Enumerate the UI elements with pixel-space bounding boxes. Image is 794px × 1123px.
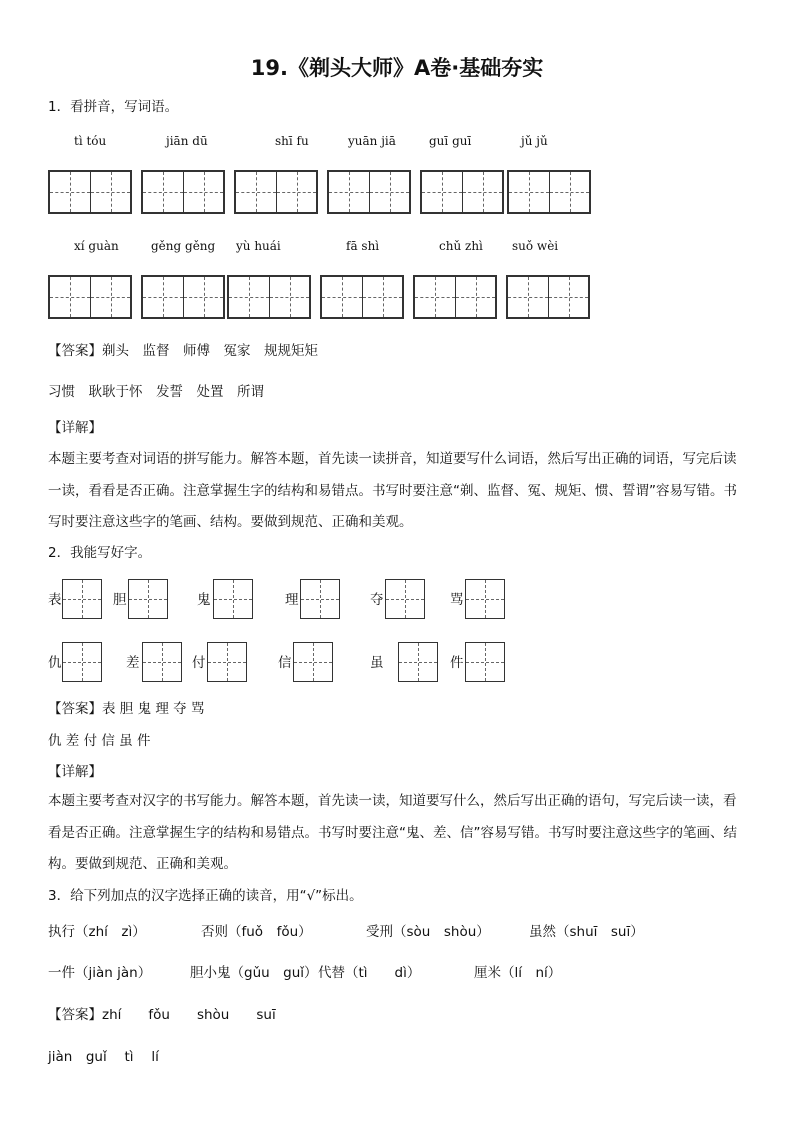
pinyin-label: gěng gěng: [151, 239, 216, 253]
writing-grid[interactable]: [141, 275, 225, 319]
character-label: 信: [278, 655, 292, 671]
writing-box[interactable]: [300, 579, 340, 619]
character-label: 付: [192, 655, 206, 671]
detail-paragraph: 本题主要考查对汉字的书写能力。解答本题，首先读一读，知道要写什么，然后写出正确的语句，写完后读一读，看看是否正确。注意掌握生字的结构和易错点。书写时要注意“鬼、差、信”容易写错。书写时要注意这些字的笔画、结构。要做到规范、正确和美观。: [48, 793, 737, 872]
reading-item: 厘米（lí ní）: [474, 965, 562, 981]
pinyin-label: suǒ wèi: [512, 239, 559, 253]
character-label: 仇: [48, 655, 62, 671]
pinyin-label: jǔ jǔ: [521, 134, 548, 148]
writing-grid[interactable]: [48, 275, 132, 319]
writing-box[interactable]: [128, 579, 168, 619]
pinyin-label: fā shì: [346, 239, 380, 253]
character-label: 差: [126, 655, 140, 671]
writing-box[interactable]: [207, 642, 247, 682]
detail-label: 【详解】: [48, 764, 102, 780]
question-3-stem: 3．给下列加点的汉字选择正确的读音，用“√”标出。: [48, 888, 363, 904]
writing-grid[interactable]: [48, 170, 132, 214]
character-label: 夺: [370, 592, 384, 608]
pinyin-label: jiān dū: [166, 134, 208, 148]
pinyin-label: xí guàn: [74, 239, 119, 253]
question-2-stem: 2．我能写好字。: [48, 545, 152, 561]
reading-item: 受刑（sòu shòu）: [366, 924, 490, 940]
writing-box[interactable]: [465, 579, 505, 619]
character-label: 骂: [450, 592, 464, 608]
answer-line: 习惯 耿耿于怀 发誓 处置 所谓: [48, 384, 264, 400]
detail-label: 【详解】: [48, 420, 102, 436]
character-label: 鬼: [197, 592, 211, 608]
answer-line: 【答案】表 胆 鬼 理 夺 骂: [48, 701, 205, 717]
writing-box[interactable]: [385, 579, 425, 619]
page-title: 19.《剃头大师》A卷·基础夯实: [250, 56, 544, 80]
reading-item: 执行（zhí zì）: [48, 924, 146, 940]
detail-paragraph: 本题主要考查对词语的拼写能力。解答本题，首先读一读拼音，知道要写什么词语，然后写出正确的词语，写完后读一读，看看是否正确。注意掌握生字的结构和易错点。书写时要注意“剃、监督、冤、规矩、惯、誓谓”容易写错。书写时要注意这些字的笔画、结构。要做到规范、正确和美观。: [48, 451, 737, 530]
writing-grid[interactable]: [227, 275, 311, 319]
pinyin-label: chǔ zhì: [439, 239, 483, 253]
writing-box[interactable]: [142, 642, 182, 682]
pinyin-label: tì tóu: [74, 134, 107, 148]
character-label: 虽: [370, 655, 384, 671]
writing-grid[interactable]: [234, 170, 318, 214]
answer-line: 仇 差 付 信 虽 件: [48, 733, 151, 749]
writing-grid[interactable]: [506, 275, 590, 319]
writing-box[interactable]: [62, 579, 102, 619]
writing-grid[interactable]: [420, 170, 504, 214]
writing-grid[interactable]: [320, 275, 404, 319]
writing-grid[interactable]: [507, 170, 591, 214]
writing-box[interactable]: [465, 642, 505, 682]
writing-box[interactable]: [293, 642, 333, 682]
writing-box[interactable]: [213, 579, 253, 619]
writing-grid[interactable]: [413, 275, 497, 319]
writing-grid[interactable]: [141, 170, 225, 214]
pinyin-label: guī guī: [429, 134, 472, 148]
reading-item: 否则（fuǒ fǒu）: [201, 924, 312, 940]
pinyin-label: shī fu: [275, 134, 309, 148]
answer-line: 【答案】zhí fǒu shòu suī: [48, 1007, 276, 1023]
character-label: 表: [48, 592, 62, 608]
question-1-stem: 1．看拼音，写词语。: [48, 99, 179, 115]
character-label: 理: [285, 592, 299, 608]
writing-box[interactable]: [62, 642, 102, 682]
answer-line: 【答案】剃头 监督 师傅 冤家 规规矩矩: [48, 343, 318, 359]
pinyin-label: yù huái: [236, 239, 281, 253]
reading-item: 胆小鬼（gǔu guǐ）: [190, 965, 318, 981]
pinyin-label: yuān jiā: [348, 134, 396, 148]
character-label: 件: [450, 655, 464, 671]
writing-box[interactable]: [398, 642, 438, 682]
character-label: 胆: [113, 592, 127, 608]
writing-grid[interactable]: [327, 170, 411, 214]
reading-item: 虽然（shuī suī）: [529, 924, 644, 940]
answer-line: jiàn guǐ tì lí: [48, 1049, 159, 1065]
reading-item: 代替（tì dì）: [318, 965, 421, 981]
reading-item: 一件（jiàn jàn）: [48, 965, 152, 981]
